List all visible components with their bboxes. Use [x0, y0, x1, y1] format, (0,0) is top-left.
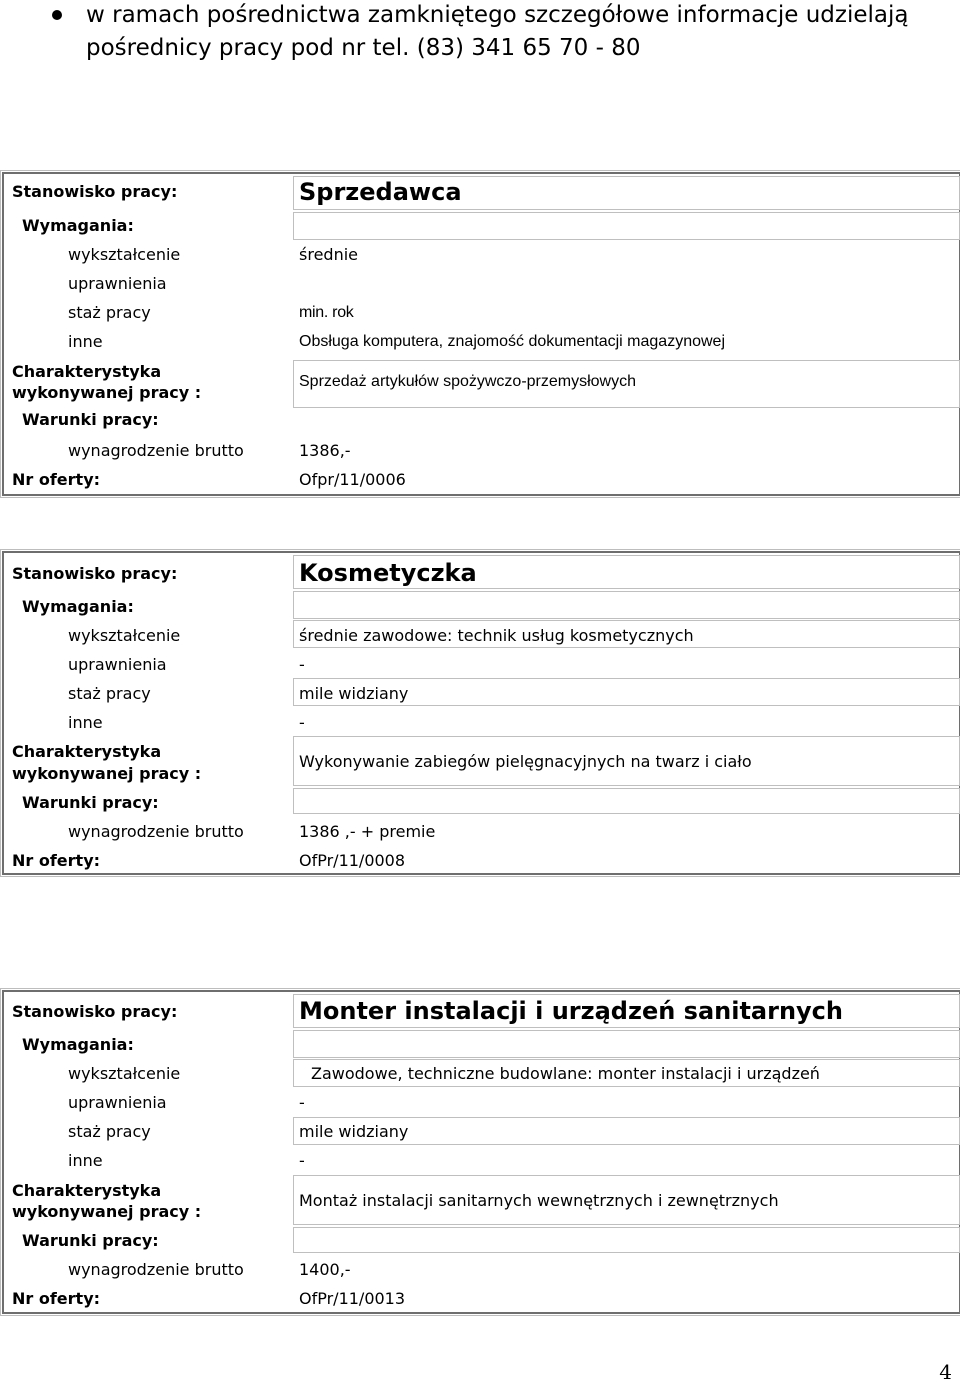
label-characteristics-2: wykonywanej pracy : [12, 764, 202, 783]
label-offer-number: Nr oferty: [12, 470, 101, 489]
job-title: Sprzedawca [299, 178, 462, 206]
value-experience: mile widziany [299, 684, 409, 703]
intro-bullet [0, 0, 960, 70]
label-experience: staż pracy [68, 1122, 151, 1141]
value-experience: mile widziany [299, 1122, 409, 1141]
label-salary: wynagrodzenie brutto [68, 441, 244, 460]
label-licenses: uprawnienia [68, 274, 167, 293]
label-other: inne [68, 713, 103, 732]
value-salary: 1386,- [299, 441, 351, 460]
value-salary: 1386 ,- + premie [299, 822, 436, 841]
offer-table-3 [2, 990, 960, 1314]
label-position: Stanowisko pracy: [12, 564, 178, 583]
label-other: inne [68, 332, 103, 351]
value-offer-number: OfPr/11/0013 [299, 1289, 406, 1308]
label-experience: staż pracy [68, 303, 151, 322]
value-licenses: - [299, 655, 305, 674]
label-offer-number: Nr oferty: [12, 851, 101, 870]
label-requirements: Wymagania: [22, 597, 134, 616]
requirements-cell [293, 591, 960, 619]
bullet-icon [52, 10, 62, 20]
value-characteristics: Montaż instalacji sanitarnych wewnętrznych i zewnętrznych [299, 1191, 779, 1210]
value-offer-number: Ofpr/11/0006 [299, 470, 406, 489]
conditions-cell [293, 1227, 960, 1253]
conditions-cell [293, 788, 960, 814]
label-conditions: Warunki pracy: [22, 410, 159, 429]
label-salary: wynagrodzenie brutto [68, 1260, 244, 1279]
label-conditions: Warunki pracy: [22, 793, 159, 812]
label-education: wykształcenie [68, 1064, 181, 1083]
value-other: - [299, 1151, 305, 1170]
label-position: Stanowisko pracy: [12, 182, 178, 201]
intro-line-1: w ramach pośrednictwa zamkniętego szczegółowe informacje udzielają [86, 2, 909, 28]
offer-table-2 [2, 551, 960, 875]
value-other: - [299, 713, 305, 732]
label-characteristics-1: Charakterystyka [12, 1181, 162, 1200]
job-title: Kosmetyczka [299, 559, 477, 587]
label-experience: staż pracy [68, 684, 151, 703]
label-characteristics-1: Charakterystyka [12, 742, 162, 761]
page-number: 4 [939, 1360, 952, 1384]
value-education: średnie zawodowe: technik usług kosmetycznych [299, 626, 694, 645]
value-education: Zawodowe, techniczne budowlane: monter instalacji i urządzeń [311, 1064, 820, 1083]
label-licenses: uprawnienia [68, 1093, 167, 1112]
value-offer-number: OfPr/11/0008 [299, 851, 406, 870]
label-licenses: uprawnienia [68, 655, 167, 674]
label-requirements: Wymagania: [22, 216, 134, 235]
label-education: wykształcenie [68, 626, 181, 645]
label-salary: wynagrodzenie brutto [68, 822, 244, 841]
offer-table-1 [2, 172, 960, 496]
label-conditions: Warunki pracy: [22, 1231, 159, 1250]
label-characteristics-2: wykonywanej pracy : [12, 383, 202, 402]
label-characteristics-1: Charakterystyka [12, 362, 162, 381]
requirements-cell [293, 1030, 960, 1058]
requirements-cell [293, 212, 960, 240]
value-characteristics: Sprzedaż artykułów spożywczo-przemysłowych [299, 373, 636, 390]
label-requirements: Wymagania: [22, 1035, 134, 1054]
label-other: inne [68, 1151, 103, 1170]
value-characteristics: Wykonywanie zabiegów pielęgnacyjnych na twarz i ciało [299, 752, 752, 771]
value-salary: 1400,- [299, 1260, 351, 1279]
label-position: Stanowisko pracy: [12, 1002, 178, 1021]
label-education: wykształcenie [68, 245, 181, 264]
job-title: Monter instalacji i urządzeń sanitarnych [299, 997, 843, 1025]
value-licenses: - [299, 1093, 305, 1112]
value-other: Obsługa komputera, znajomość dokumentacji magazynowej [299, 333, 725, 350]
value-education: średnie [299, 245, 358, 264]
value-experience: min. rok [299, 304, 354, 321]
label-characteristics-2: wykonywanej pracy : [12, 1202, 202, 1221]
label-offer-number: Nr oferty: [12, 1289, 101, 1308]
intro-line-2: pośrednicy pracy pod nr tel. (83) 341 65 70 - 80 [86, 35, 641, 61]
